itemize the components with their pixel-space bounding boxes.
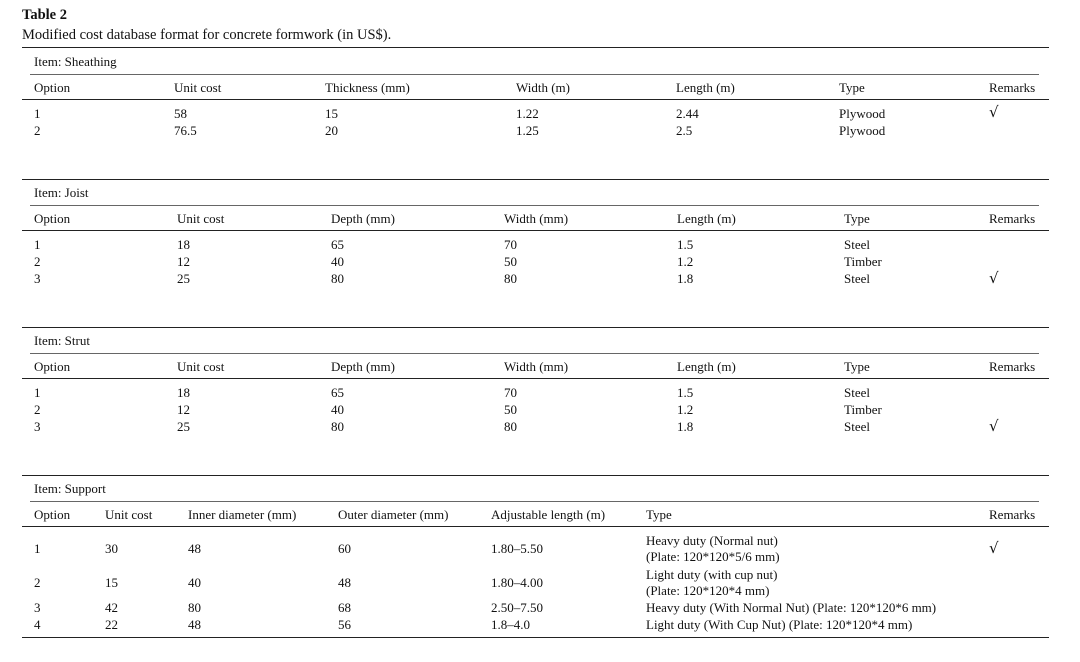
cell: Light duty (with cup nut) [646,567,778,582]
rule-item [30,205,1039,206]
check-mark-icon: √ [989,417,999,435]
cell: 12 [177,402,190,417]
cell: 48 [188,541,201,556]
col-header: Option [34,359,71,374]
item-title: Item: Sheathing [34,54,117,69]
cell: 30 [105,541,118,556]
cell: 18 [177,237,190,252]
cell: 1 [34,106,41,121]
cell: 70 [504,385,517,400]
cell: Steel [844,419,870,434]
cell: 1.25 [516,123,539,138]
col-header: Type [844,211,870,226]
col-header: Type [646,507,672,522]
cell: Plywood [839,123,886,138]
cell: 1.22 [516,106,539,121]
cell: 2.44 [676,106,699,121]
cell: 1.8–4.0 [491,617,530,632]
cell: 2 [34,123,41,138]
col-header: Remarks [989,359,1036,374]
cell: 3 [34,271,41,286]
cell: 2.5 [676,123,693,138]
rule-top [22,179,1049,180]
col-header: Length (m) [676,80,735,95]
cell: 1 [34,541,41,556]
cell: Timber [844,254,882,269]
cell: 50 [504,402,517,417]
cell: 3 [34,419,41,434]
cell: 76.5 [174,123,197,138]
rule-top [22,327,1049,328]
col-header: Thickness (mm) [325,80,410,95]
rule-item [30,74,1039,75]
col-header: Width (mm) [504,211,569,226]
cell: 22 [105,617,118,632]
table-caption: Modified cost database format for concrete formwork (in US$). [22,27,392,43]
rule-bottom [22,637,1049,638]
col-header: Adjustable length (m) [491,507,606,522]
cell: 50 [504,254,517,269]
rule-top [22,475,1049,476]
col-header: Unit cost [105,507,153,522]
cell: Steel [844,271,870,286]
col-header: Outer diameter (mm) [338,507,449,522]
col-header: Type [839,80,865,95]
cell: 1.8 [677,271,694,286]
col-header: Remarks [989,211,1036,226]
col-header: Length (m) [677,211,736,226]
cell: Heavy duty (Normal nut) [646,533,778,548]
check-mark-icon: √ [989,269,999,287]
cell: 25 [177,419,190,434]
cell: 40 [331,402,344,417]
col-header: Remarks [989,507,1036,522]
check-mark-icon: √ [989,103,999,121]
cell: 12 [177,254,190,269]
col-header: Remarks [989,80,1036,95]
cell: 1.2 [677,402,694,417]
cell: 42 [105,600,118,615]
rule-header [22,378,1049,379]
cell: 15 [105,575,118,590]
cell: 4 [34,617,41,632]
cell: Steel [844,385,870,400]
cell: 80 [504,271,517,286]
cell: 80 [504,419,517,434]
cell: 1.8 [677,419,694,434]
cell: 2 [34,254,41,269]
col-header: Depth (mm) [331,359,395,374]
cell: 56 [338,617,351,632]
col-header: Option [34,211,71,226]
cell: 40 [188,575,201,590]
cell: (Plate: 120*120*4 mm) [646,583,770,598]
cell: Light duty (With Cup Nut) (Plate: 120*120*4 mm) [646,617,913,632]
cell: 1.5 [677,237,694,252]
cell: 1 [34,385,41,400]
cell: 20 [325,123,338,138]
col-header: Option [34,507,71,522]
cell: 1 [34,237,41,252]
rule-top [22,47,1049,48]
cell: 48 [188,617,201,632]
cell: 2 [34,402,41,417]
cell: 1.80–5.50 [491,541,543,556]
cell: 65 [331,237,344,252]
col-header: Width (mm) [504,359,569,374]
cell: 1.80–4.00 [491,575,543,590]
item-title: Item: Support [34,481,106,496]
cell: 80 [331,419,344,434]
cell: 1.2 [677,254,694,269]
cell: Plywood [839,106,886,121]
rule-item [30,353,1039,354]
col-header: Width (m) [516,80,570,95]
item-title: Item: Joist [34,185,89,200]
cell: 1.5 [677,385,694,400]
cell: 68 [338,600,351,615]
cell: 25 [177,271,190,286]
col-header: Inner diameter (mm) [188,507,297,522]
cell: 15 [325,106,338,121]
col-header: Unit cost [174,80,222,95]
cell: 60 [338,541,351,556]
cell: 48 [338,575,351,590]
rule-header [22,526,1049,527]
cell: 58 [174,106,187,121]
cell: 2.50–7.50 [491,600,543,615]
rule-header [22,99,1049,100]
cell: 80 [188,600,201,615]
cell: 40 [331,254,344,269]
rule-item [30,501,1039,502]
rule-header [22,230,1049,231]
cell: 80 [331,271,344,286]
cell: Heavy duty (With Normal Nut) (Plate: 120*120*6 mm) [646,600,937,615]
cell: 65 [331,385,344,400]
col-header: Type [844,359,870,374]
col-header: Depth (mm) [331,211,395,226]
cell: 70 [504,237,517,252]
cell: Steel [844,237,870,252]
col-header: Option [34,80,71,95]
item-title: Item: Strut [34,333,90,348]
cell: 18 [177,385,190,400]
col-header: Unit cost [177,211,225,226]
cell: Timber [844,402,882,417]
cell: 3 [34,600,41,615]
col-header: Unit cost [177,359,225,374]
cell: 2 [34,575,41,590]
col-header: Length (m) [677,359,736,374]
cell: (Plate: 120*120*5/6 mm) [646,549,780,564]
table-label: Table 2 [22,7,67,23]
check-mark-icon: √ [989,539,999,557]
